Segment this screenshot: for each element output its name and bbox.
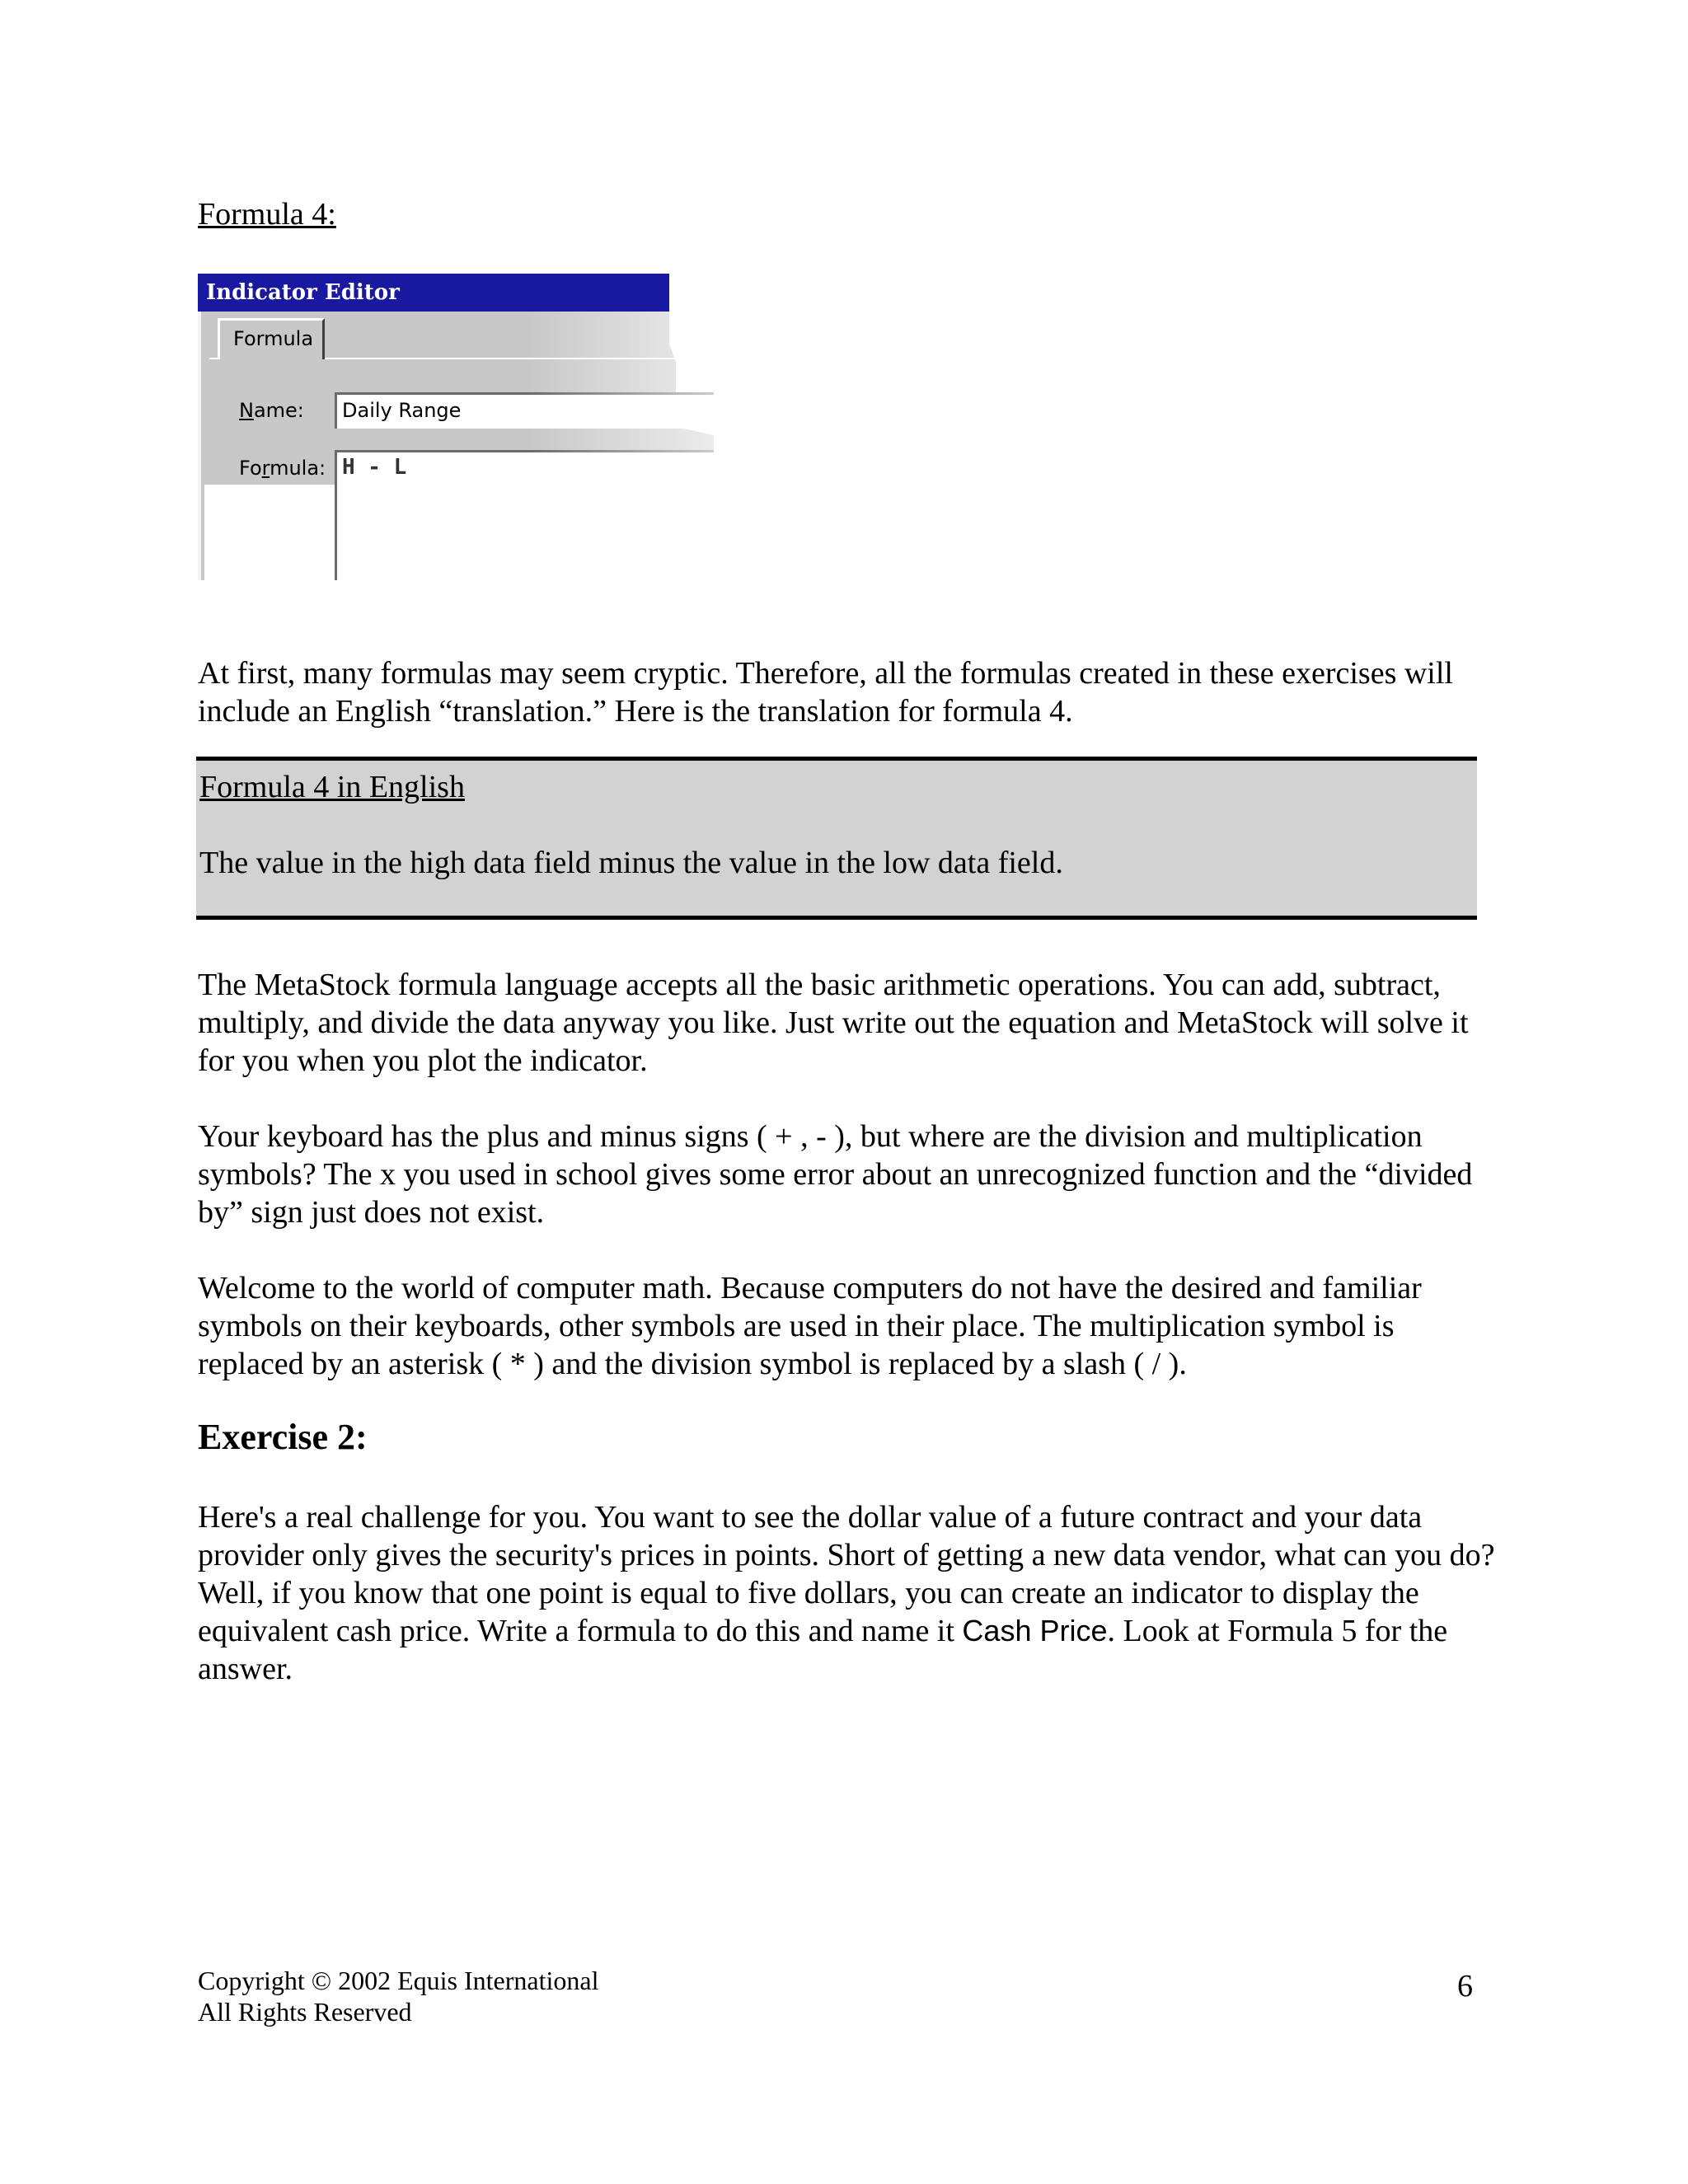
cash-price-name: Cash Price: [962, 1614, 1108, 1647]
translation-text: The value in the high data field minus the value in the low data field.: [199, 846, 1063, 880]
paragraph-arithmetic: The MetaStock formula language accepts all the basic arithmetic operations. You can add, subtract, multiply, and divide the data anyway you like. Just write out the equation and MetaStock will solve it for you when you plot the indicator.: [198, 968, 1469, 1078]
paragraph-keyboard: Your keyboard has the plus and minus signs ( + , - ), but where are the division and multiplication symbols? The x you used in school gives some error about an unrecognized function and the “divided by” sign just does not exist.: [198, 1119, 1473, 1230]
exercise-paragraph: Here's a real challenge for you. You want to see the dollar value of a future contract and your data provider only gives the security's prices in points. Short of getting a new data vendor, what can you do? Well, if you know that one point is equal to five dollars, you can create an indicator to display the equivalent cash price. Write a formula to do this and name it Cash Price. Look at Formula 5 for the answer.: [198, 1500, 1495, 1686]
footer-copyright: [198, 1965, 598, 2027]
page-number: 6: [1457, 1969, 1473, 2004]
copyright-text: Copyright © 2002 Equis International: [198, 1966, 599, 1995]
translation-title: Formula 4 in English: [199, 770, 465, 804]
formula-4-heading: Formula 4:: [198, 197, 336, 232]
rights-text: All Rights Reserved: [198, 1997, 412, 2027]
name-field[interactable]: Daily Range: [335, 392, 714, 429]
indicator-editor-screenshot: [198, 274, 714, 580]
editor-left-edge: [198, 312, 201, 580]
editor-title-bar: Indicator Editor: [198, 274, 669, 312]
paragraph-computer-math: Welcome to the world of computer math. Because computers do not have the desired and familiar symbols on their keyboards, other symbols are used in their place. The multiplication symbol is replaced by an asterisk ( * ) and the division symbol is replaced by a slash ( / ).: [198, 1271, 1422, 1381]
formula-label: Formula:: [239, 457, 326, 480]
intro-paragraph: At first, many formulas may seem cryptic. Therefore, all the formulas created in these exercises will include an English “translation.” Here is the translation for formula 4.: [198, 656, 1453, 729]
translation-box: [196, 757, 1477, 920]
name-label: Name:: [239, 399, 304, 422]
formula-field[interactable]: H - L: [335, 450, 714, 580]
exercise-2-heading: Exercise 2:: [198, 1417, 368, 1457]
tab-formula[interactable]: Formula: [218, 318, 325, 359]
